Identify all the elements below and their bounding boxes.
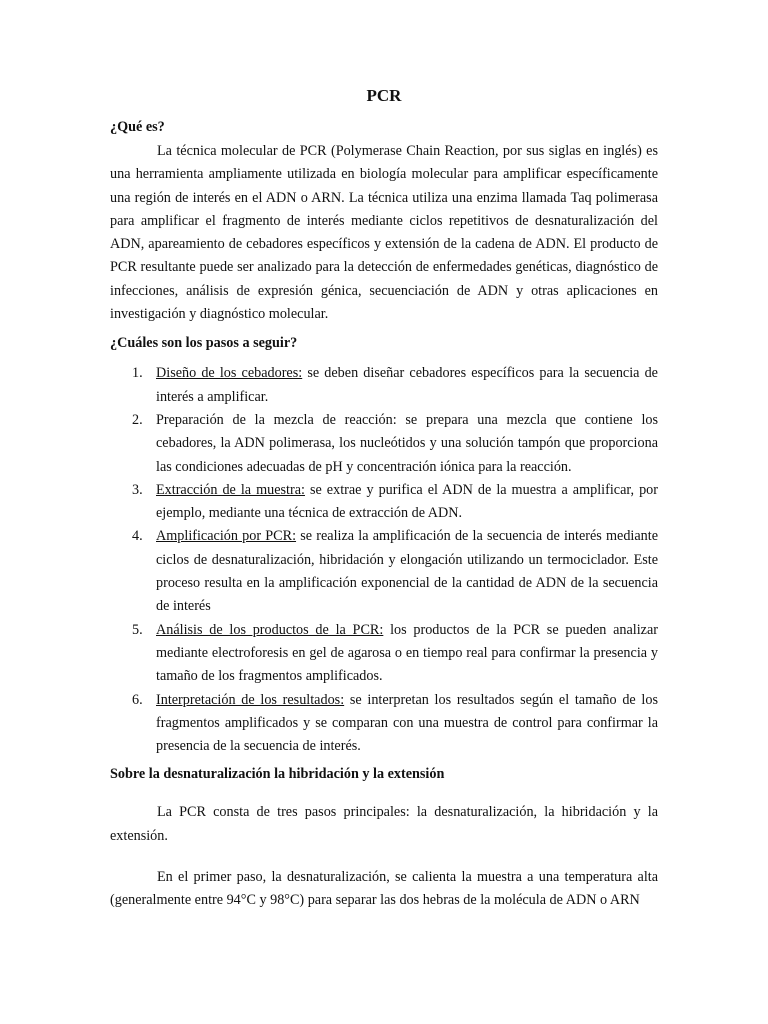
paragraph-first-step: En el primer paso, la desnaturalización, se calienta la muestra a una temperatura alta (generalmente entre 94°C y 98°C) para separar las dos hebras de la molécula de ADN o ARN bbox=[110, 869, 658, 909]
section-heading-denaturation: Sobre la desnaturalización la hibridación y la extensión bbox=[110, 766, 445, 783]
list-item-text: se realiza la amplificación de la secuencia de interés mediante ciclos de desnaturalización, hibridación y elongación utilizando un termociclador. Este proceso resulta en la amplificación exponencial de la cantidad de ADN de la secuencia de interés bbox=[156, 528, 658, 615]
paragraph-definition: La técnica molecular de PCR (Polymerase Chain Reaction, por sus siglas en inglés) es una herramienta ampliamente utilizada en biología molecular para amplificar específicamente una región de interés en el ADN o ARN. La técnica utiliza una enzima llamada Taq polimerasa para amplificar el fragmento de interés mediante ciclos repetitivos de desnaturalización del ADN, apareamiento de cebadores específicos y extensión de la cadena de ADN. El producto de PCR resultante puede ser analizado para la detección de enfermedades genéticas, diagnóstico de infecciones, análisis de expresión génica, secuenciación de ADN y otras aplicaciones en investigación y diagnóstico molecular. bbox=[110, 143, 658, 323]
list-item bbox=[110, 689, 658, 759]
section-heading-steps: ¿Cuáles son los pasos a seguir? bbox=[110, 335, 298, 352]
section-heading-what-is: ¿Qué es? bbox=[110, 119, 165, 135]
steps-list bbox=[110, 362, 658, 758]
list-item-text: se interpretan los resultados según el tamaño de los fragmentos amplificados y se comparan con una muestra de control para confirmar la presencia de la secuencia de interés. bbox=[156, 691, 658, 755]
list-item-text: los productos de la PCR se pueden analizar mediante electroforesis en gel de agarosa o en tiempo real para confirmar la presencia y tamaño de los fragmentos amplificados. bbox=[156, 621, 658, 685]
document-page bbox=[110, 86, 658, 913]
section-steps bbox=[110, 334, 658, 758]
list-item-title: Interpretación de los resultados: bbox=[156, 691, 345, 708]
list-item-number: 2. bbox=[132, 411, 143, 428]
paragraph-three-steps: La PCR consta de tres pasos principales: la desnaturalización, la hibridación y la extensión. bbox=[110, 804, 658, 844]
list-item-number: 3. bbox=[132, 481, 143, 498]
list-item-text: Preparación de la mezcla de reacción: se prepara una mezcla que contiene los cebadores, la ADN polimerasa, los nucleótidos y una solución tampón que proporciona las condiciones adecuadas de pH y concentración iónica para la reacción. bbox=[156, 411, 658, 475]
section-what-is bbox=[110, 118, 658, 326]
list-item-number: 5. bbox=[132, 621, 143, 638]
list-item-number: 6. bbox=[132, 691, 143, 708]
list-item-number: 4. bbox=[132, 528, 143, 545]
list-item bbox=[110, 409, 658, 479]
section-denaturation bbox=[110, 765, 658, 912]
list-item bbox=[110, 619, 658, 689]
list-item-text: se deben diseñar cebadores específicos para la secuencia de interés a amplificar. bbox=[156, 365, 658, 405]
list-item-text: se extrae y purifica el ADN de la muestra a amplificar, por ejemplo, mediante una técnica de extracción de ADN. bbox=[156, 481, 658, 522]
list-item bbox=[110, 362, 658, 409]
list-item-title: Diseño de los cebadores: bbox=[156, 365, 303, 382]
list-item-title: Análisis de los productos de la PCR: bbox=[156, 621, 384, 638]
document-title: PCR bbox=[366, 86, 402, 105]
list-item-number: 1. bbox=[132, 365, 143, 382]
list-item bbox=[110, 525, 658, 618]
list-item bbox=[110, 479, 658, 526]
list-item-title: Extracción de la muestra: bbox=[156, 481, 305, 498]
paragraph-spacer bbox=[110, 848, 658, 866]
list-item-title: Amplificación por PCR: bbox=[156, 528, 297, 545]
